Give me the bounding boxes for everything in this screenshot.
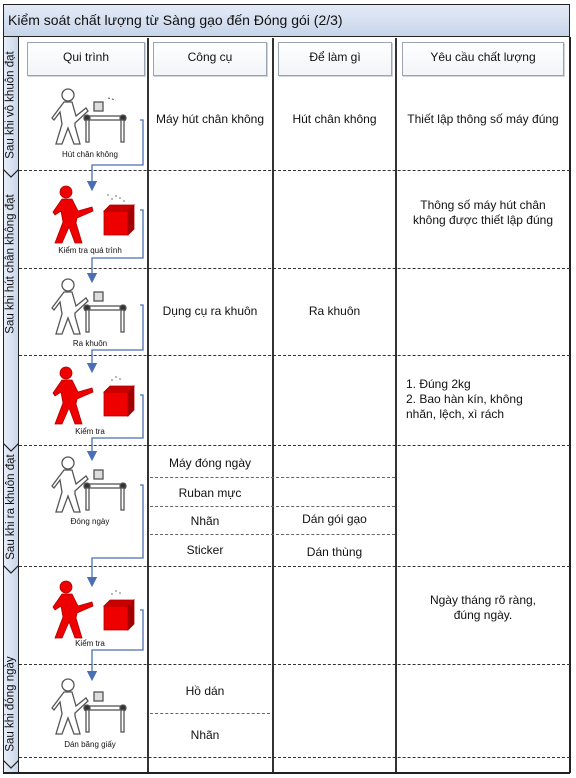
worker-machine-icon: [50, 676, 130, 738]
inspector-box-icon: [50, 580, 140, 640]
row-separator: [19, 445, 570, 446]
tool-cell: Ruban mực: [178, 486, 242, 500]
quality-line: Ngày tháng rõ ràng,: [429, 593, 537, 607]
sub-row-separator: [150, 713, 270, 714]
header-process: Qui trình: [27, 42, 145, 76]
tool-cell: Hồ dán: [185, 684, 225, 698]
stage-label-3: [3, 448, 19, 566]
worker-machine-icon: [50, 454, 130, 516]
quality-line: đúng ngày.: [453, 608, 513, 622]
quality-line: nhăn, lệch, xì rách: [406, 407, 505, 421]
worker-machine-icon: [50, 86, 130, 148]
stage-label-4: [3, 650, 19, 758]
tool-cell: Sticker: [186, 543, 224, 557]
column-divider: [395, 38, 397, 772]
quality-line: không được thiết lập đúng: [413, 213, 553, 227]
tool-cell: Máy đóng ngày: [168, 456, 252, 470]
step-caption: Kiểm tra: [75, 427, 105, 436]
quality-cell: [397, 593, 569, 623]
diagram-title: Kiểm soát chất lượng từ Sàng gạo đến Đóng gói (2/3): [3, 4, 570, 37]
frame-border: [3, 772, 570, 774]
stage-separator-chevron: [3, 441, 19, 453]
step-caption: Hút chân không: [61, 150, 119, 159]
column-divider: [272, 38, 274, 772]
inspector-box-icon: [50, 366, 140, 426]
purpose-cell: Hút chân không: [292, 112, 377, 126]
stage-label-text: Sau khi hút chân không đạt: [5, 194, 18, 334]
stage-label-text: Sau khi đóng ngày: [5, 656, 17, 752]
column-divider: [147, 38, 149, 772]
purpose-cell: Dán gói gạo: [302, 512, 367, 526]
header-quality: Yêu cầu chất lượng: [402, 42, 564, 76]
frame-border: [569, 37, 571, 773]
quality-line: 2. Bao hàn kín, không: [406, 392, 523, 406]
inspector-box-icon: [50, 185, 140, 245]
header-purpose: Để làm gì: [278, 42, 392, 76]
row-separator: [19, 757, 570, 758]
stage-separator-chevron: [3, 563, 19, 575]
worker-machine-icon: [50, 276, 130, 338]
quality-line: 1. Đúng 2kg: [406, 377, 471, 391]
row-separator: [19, 664, 570, 665]
quality-cell: [406, 377, 566, 422]
stage-label-1: [3, 40, 19, 170]
tool-cell: Dụng cụ ra khuôn: [162, 304, 258, 318]
step-caption: Ra khuôn: [72, 339, 108, 348]
row-separator: [19, 170, 570, 171]
header-tools: Công cụ: [153, 42, 267, 76]
quality-cell: Thiết lập thông số máy đúng: [407, 112, 559, 126]
step-caption: Dán băng giấy: [64, 740, 116, 749]
stage-label-text: Sau khi ra khuôn đạt: [5, 454, 17, 560]
tool-cell: Máy hút chân không: [155, 112, 265, 126]
tool-cell: Nhãn: [190, 728, 220, 742]
row-separator: [19, 566, 570, 567]
step-caption: Kiểm tra: [75, 639, 105, 648]
sub-row-separator: [150, 534, 395, 535]
step-caption: Đóng ngày: [70, 517, 110, 526]
sub-row-separator: [150, 477, 395, 478]
quality-line: Thông số máy hút chân: [420, 198, 546, 212]
stage-label-text: Sau khi vô khuôn đạt: [5, 51, 18, 159]
quality-cell: [397, 198, 569, 228]
purpose-cell: Dán thùng: [306, 545, 363, 559]
stage-label-2: [3, 175, 19, 353]
row-separator: [19, 355, 570, 356]
sub-row-separator: [150, 506, 395, 507]
stage-separator-chevron: [3, 167, 19, 179]
row-separator: [19, 268, 570, 269]
step-caption: Kiểm tra quá trình: [58, 246, 122, 255]
tool-cell: Nhãn: [190, 514, 220, 528]
stage-separator-chevron: [3, 758, 19, 770]
purpose-cell: Ra khuôn: [308, 304, 361, 318]
